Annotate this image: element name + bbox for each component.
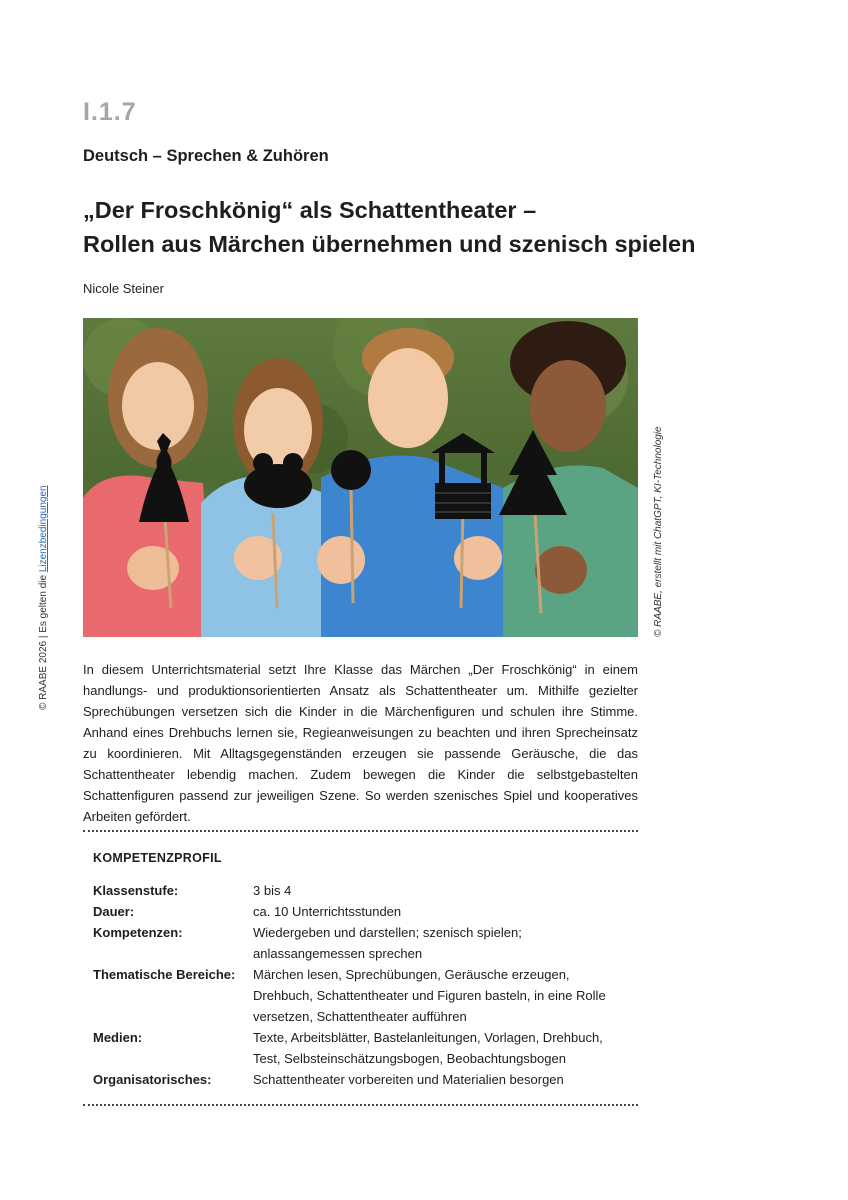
table-row — [93, 1069, 633, 1090]
profile-value: Texte, Arbeitsblätter, Bastelanleitungen, Vorlagen, Drehbuch, Test, Selbsteinschätzungsbogen, Beobachtungsbogen — [253, 1030, 603, 1066]
profile-key: Thematische Bereiche: — [93, 967, 236, 982]
profile-value: ca. 10 Unterrichtsstunden — [253, 904, 402, 919]
photo-credit: © RAABE, erstellt mit ChatGPT, KI-Technologie — [653, 426, 664, 637]
cover-photo — [83, 318, 638, 637]
profile-key: Medien: — [93, 1030, 143, 1045]
table-row — [93, 880, 633, 901]
page-title — [83, 193, 723, 261]
profile-value: 3 bis 4 — [253, 883, 292, 898]
profile-heading: KOMPETENZPROFIL — [93, 851, 222, 865]
intro-paragraph: In diesem Unterrichtsmaterial setzt Ihre Klasse das Märchen „Der Froschkönig“ in einem handlungs- und produktionsorientierten Ansatz als Schattentheater um. Mithilfe gezielter Sprechübungen versetzen sich die Kinder in die Märchenfiguren und schulen ihre Stimme. Anhand eines Drehbuchs lernen sie, Regieanweisungen zu beachten und ihren Sprecheinsatz zu koordinieren. Mit Alltagsgegenständen erzeugen sie passende Geräusche, die das Schattentheater lebendig machen. Zudem bewegen die Kinder die selbstgebastelten Schattenfiguren passend zur jeweiligen Szene. So werden szenisches Spiel und kooperatives Arbeiten gefördert. — [83, 662, 638, 824]
license-link[interactable]: Lizenzbedingungen — [38, 485, 49, 573]
section-code: I.1.7 — [83, 98, 137, 126]
table-row — [93, 1027, 633, 1069]
profile-value: Schattentheater vorbereiten und Materialien besorgen — [253, 1072, 564, 1087]
profile-value: Wiedergeben und darstellen; szenisch spielen; anlassangemessen sprechen — [253, 925, 522, 961]
divider-top — [83, 830, 638, 832]
table-row — [93, 964, 633, 1027]
title-line-1: „Der Froschkönig“ als Schattentheater – — [83, 197, 537, 223]
copyright-text: © RAABE 2026 | Es gelten die — [38, 572, 49, 710]
title-line-2: Rollen aus Märchen übernehmen und szenisch spielen — [83, 231, 696, 257]
license-note — [38, 485, 49, 710]
profile-value: Märchen lesen, Sprechübungen, Geräusche erzeugen, Drehbuch, Schattentheater und Figuren basteln, in eine Rolle versetzen, Schattentheater aufführen — [253, 967, 606, 1024]
author-name: Nicole Steiner — [83, 281, 164, 296]
profile-key: Kompetenzen: — [93, 925, 183, 940]
competence-profile-table — [93, 880, 633, 1090]
profile-key: Organisatorisches: — [93, 1072, 212, 1087]
divider-bottom — [83, 1104, 638, 1106]
profile-key: Dauer: — [93, 904, 135, 919]
table-row — [93, 901, 633, 922]
profile-key: Klassenstufe: — [93, 883, 179, 898]
subject-heading: Deutsch – Sprechen & Zuhören — [83, 147, 329, 165]
table-row — [93, 922, 633, 964]
